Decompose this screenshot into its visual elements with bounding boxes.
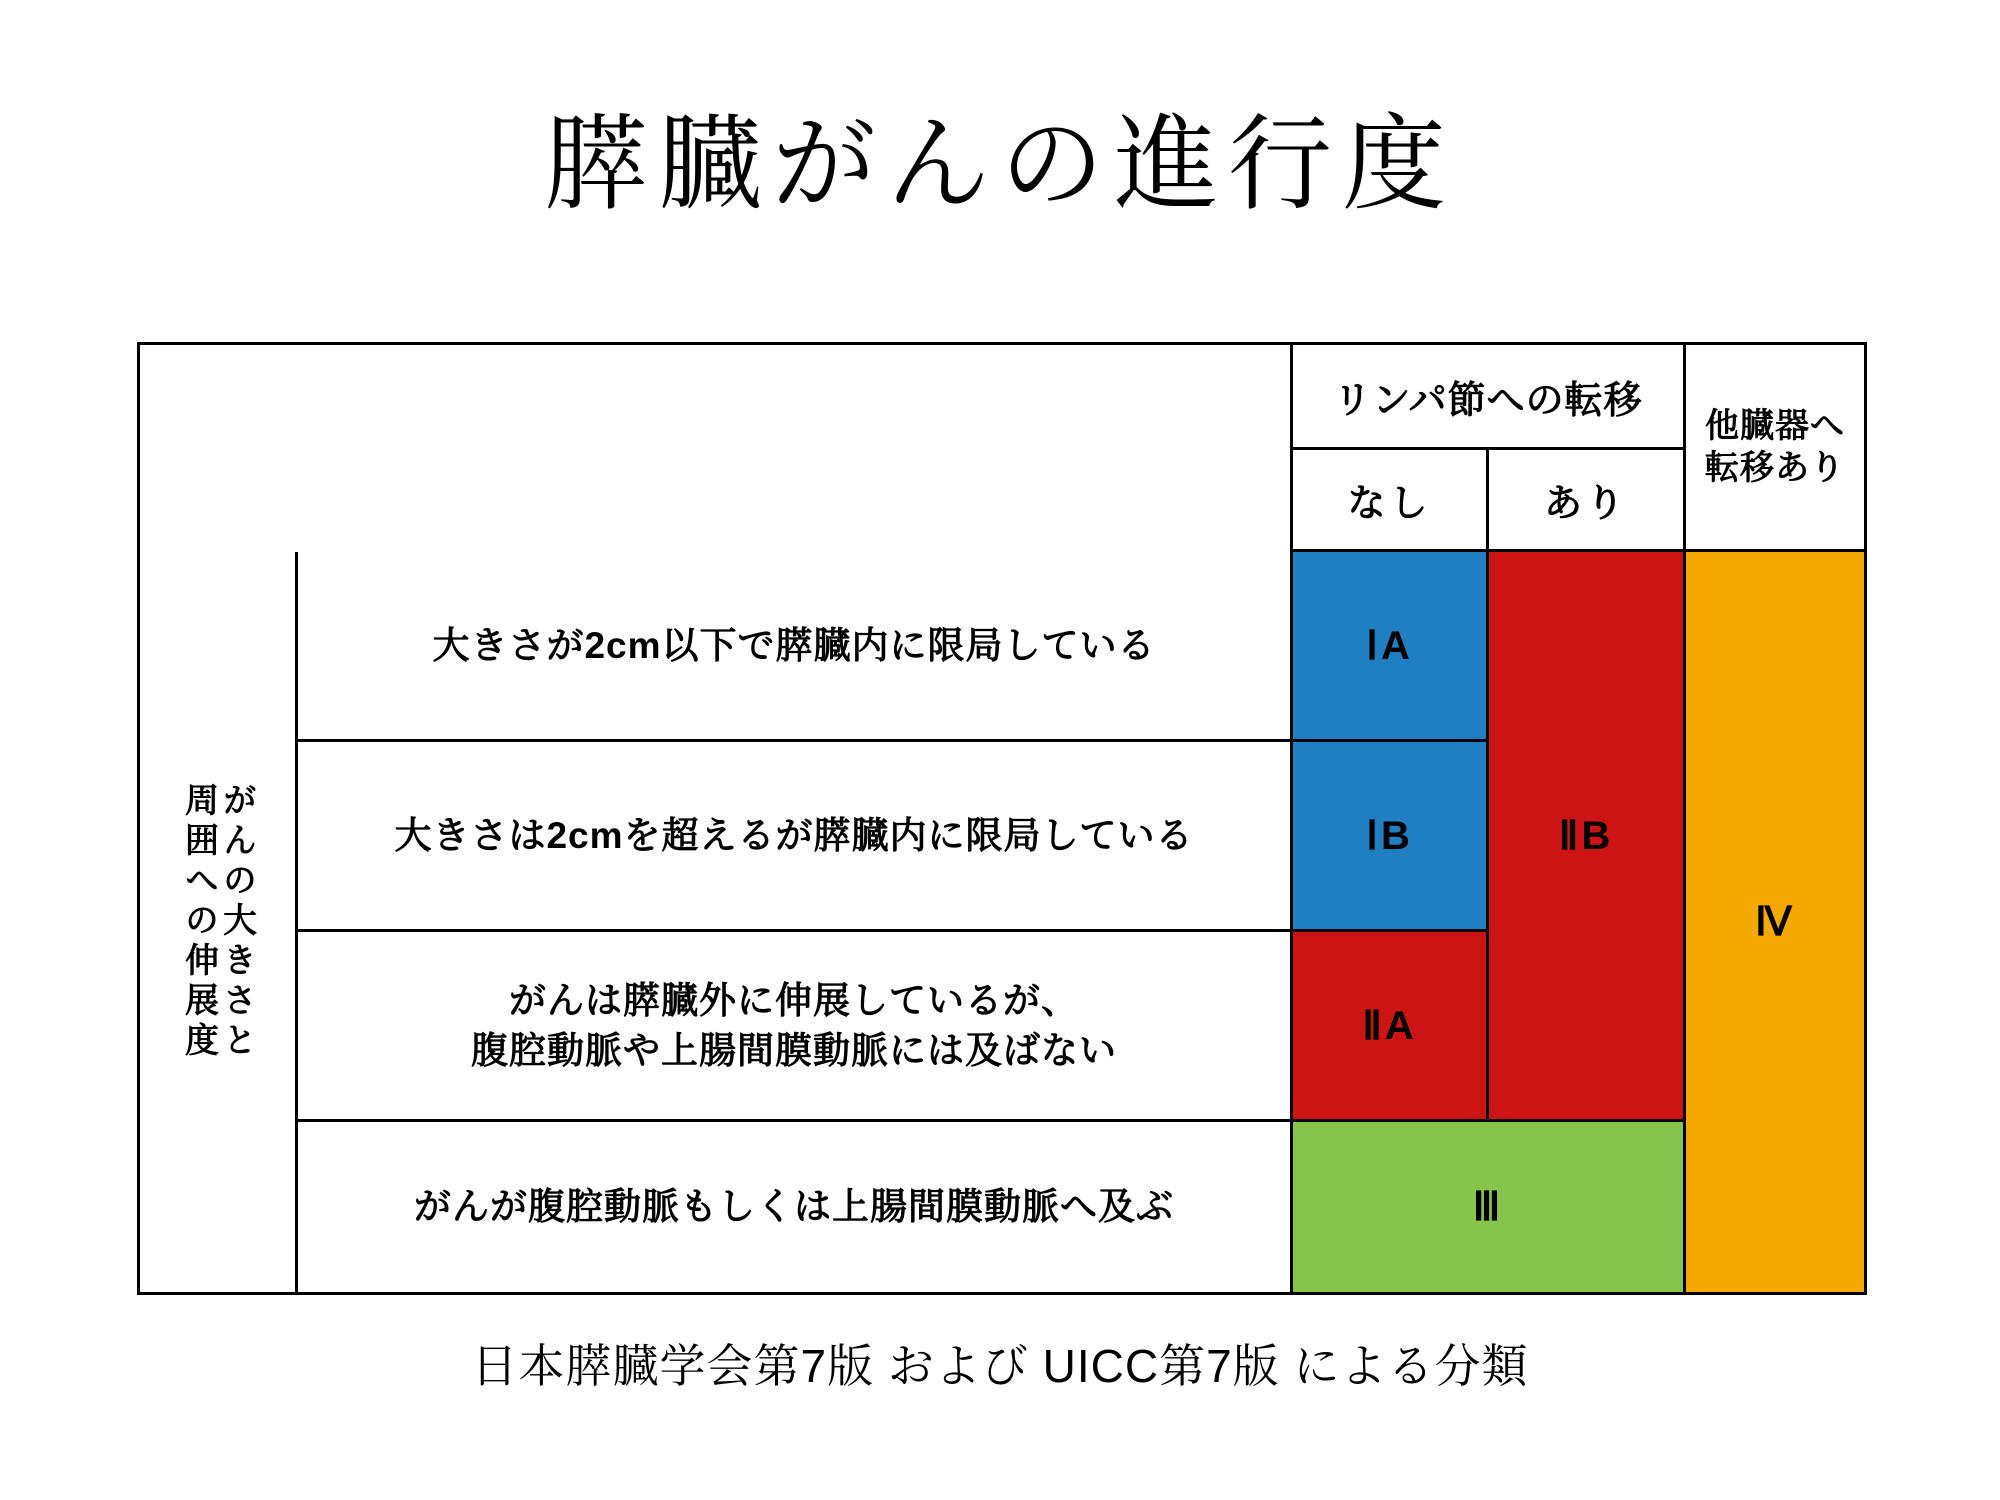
row-description-3-line2: 腹腔動脈や上腸間膜動脈には及ばない: [471, 1029, 1117, 1071]
stage-cell-iib: ⅡB: [1486, 552, 1683, 1122]
pancreatic-cancer-stage-table: [137, 342, 1867, 1295]
row-description-1: 大きさが2cm以下で膵臓内に限局している: [298, 552, 1290, 742]
stage-cell-iia: ⅡA: [1290, 932, 1486, 1122]
stage-cell-iv: Ⅳ: [1683, 552, 1864, 1292]
header-lymph-none: なし: [1290, 450, 1486, 552]
row-description-2: 大きさは2cmを超えるが膵臓内に限局している: [298, 742, 1290, 932]
header-lymph-present: あり: [1486, 450, 1683, 552]
row-axis-label: [140, 552, 298, 1292]
axis-label-extension: 周囲への伸展度: [179, 782, 218, 1062]
row-description-3-line1: がんは膵臓外に伸展しているが、: [509, 979, 1079, 1021]
header-other-organ-line2: 転移あり: [1705, 449, 1845, 487]
stage-cell-iii: Ⅲ: [1290, 1122, 1683, 1292]
header-lymph-node-metastasis: リンパ節への転移: [1290, 345, 1683, 450]
row-description-4: がんが腹腔動脈もしくは上腸間膜動脈へ及ぶ: [414, 1186, 1174, 1228]
stage-cell-ia: ⅠA: [1290, 552, 1486, 742]
header-other-organ-metastasis: [1683, 345, 1864, 552]
page-title: 膵臓がんの進行度: [543, 107, 1456, 223]
source-note: 日本膵臓学会第7版 および UICC第7版 による分類: [471, 1340, 1529, 1392]
stage-cell-ib: ⅠB: [1290, 742, 1486, 932]
row-description-3: [298, 932, 1290, 1122]
header-other-organ-line1: 他臓器へ: [1705, 406, 1845, 445]
axis-label-size: がんの大きさと: [217, 782, 256, 1062]
